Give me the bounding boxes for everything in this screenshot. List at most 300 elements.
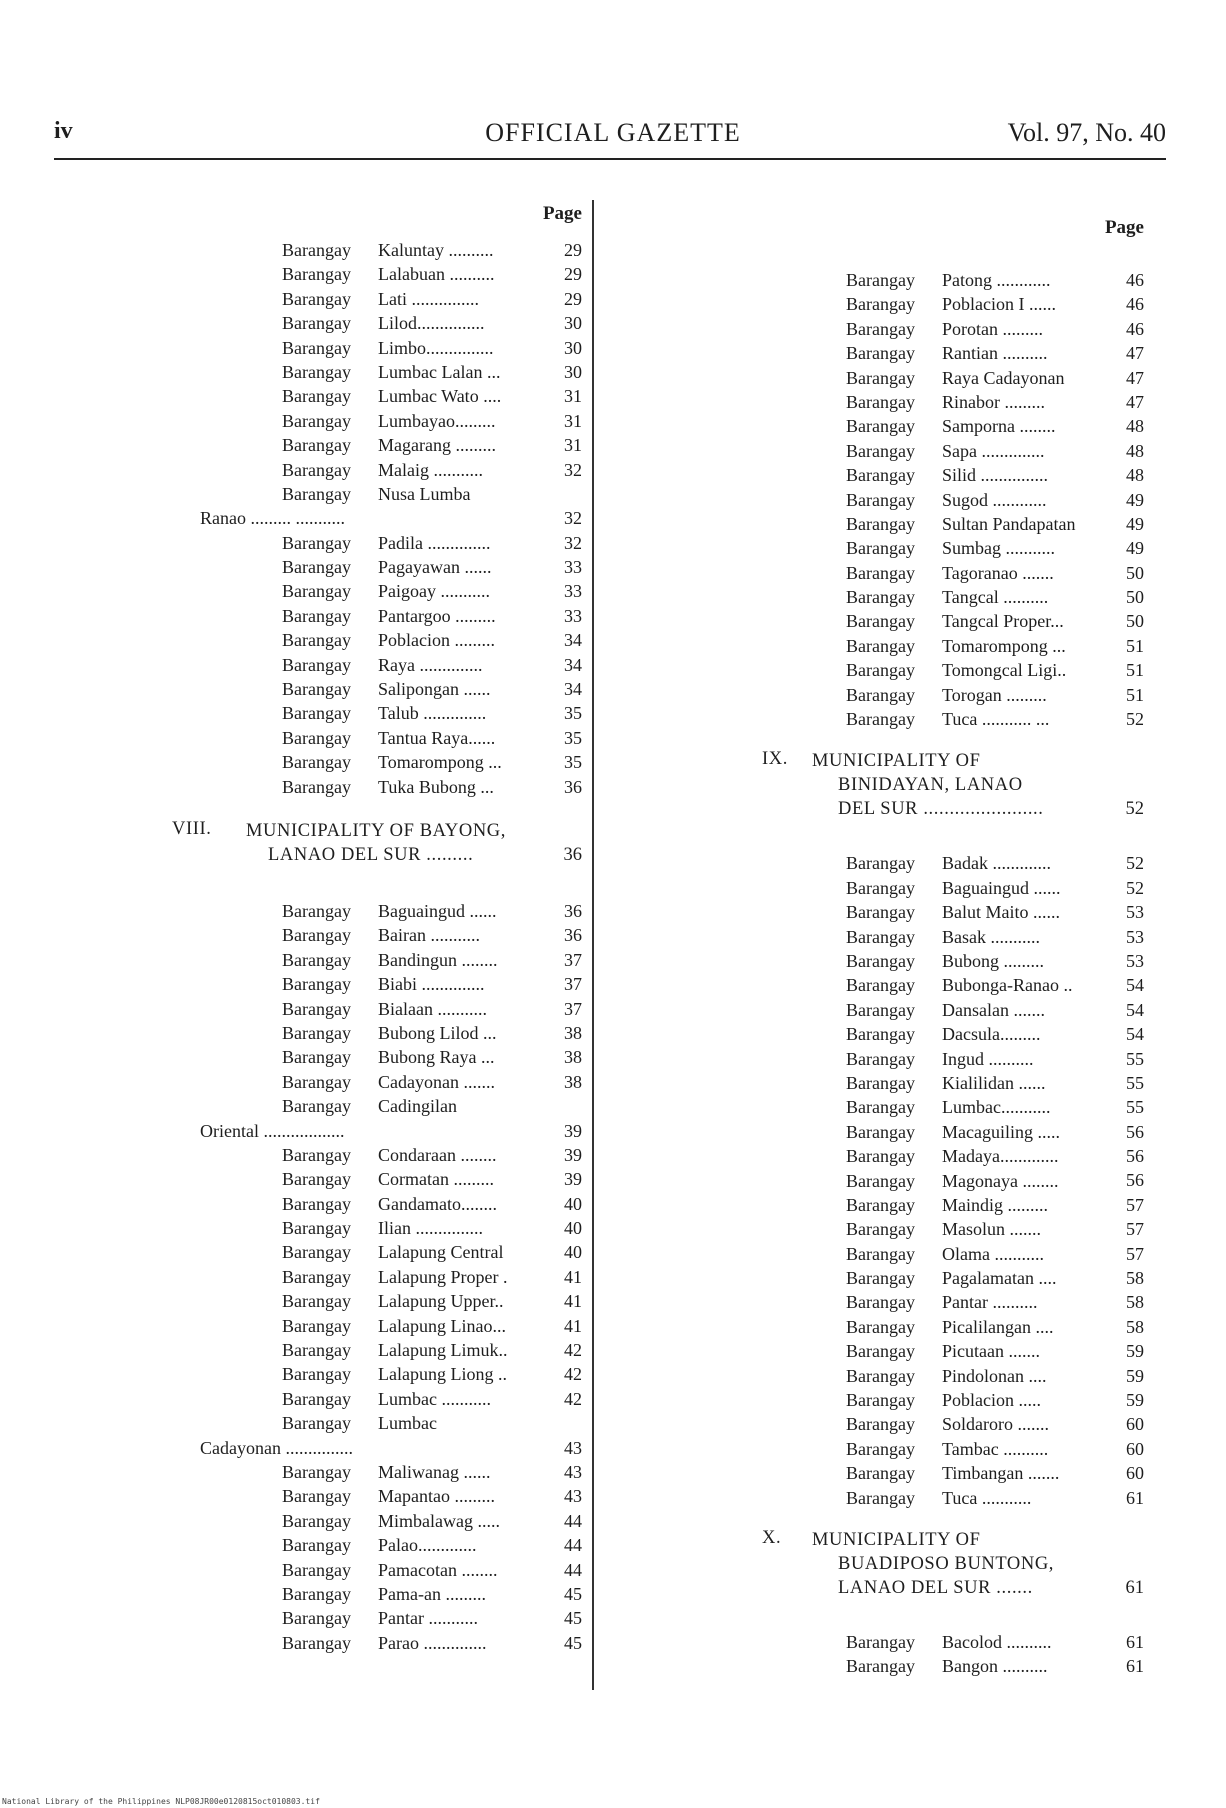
entry-page: 52 bbox=[1126, 709, 1144, 730]
toc-entry bbox=[172, 604, 590, 628]
entry-name: Bairan ........... bbox=[378, 925, 480, 946]
entry-name: Badak ............. bbox=[942, 853, 1051, 874]
entry-keyword: Barangay bbox=[846, 465, 915, 486]
toc-entry bbox=[762, 1095, 1152, 1119]
toc-entry bbox=[762, 463, 1152, 487]
entry-keyword: Barangay bbox=[846, 1463, 915, 1484]
toc-entry bbox=[762, 1047, 1152, 1071]
entry-keyword: Barangay bbox=[282, 605, 351, 626]
entry-page: 57 bbox=[1126, 1194, 1144, 1215]
entry-name: Lumbac ........... bbox=[378, 1388, 491, 1409]
entry-name: Tuka Bubong ... bbox=[378, 776, 494, 797]
entry-page: 51 bbox=[1126, 660, 1144, 681]
entry-page: 46 bbox=[1126, 318, 1144, 339]
toc-entry bbox=[762, 1364, 1152, 1388]
entry-keyword: Barangay bbox=[846, 343, 915, 364]
entry-keyword: Barangay bbox=[282, 998, 351, 1019]
toc-entry bbox=[172, 579, 590, 603]
entry-page: 34 bbox=[564, 679, 582, 700]
toc-entry bbox=[762, 949, 1152, 973]
page-column-label: Page bbox=[542, 203, 582, 224]
entry-name: Pindolonan .... bbox=[942, 1365, 1047, 1386]
entry-page: 35 bbox=[564, 727, 582, 748]
entry-page: 56 bbox=[1126, 1170, 1144, 1191]
entry-keyword: Barangay bbox=[846, 294, 915, 315]
entry-page: 58 bbox=[1126, 1268, 1144, 1289]
entry-keyword: Barangay bbox=[846, 1146, 915, 1167]
entry-page: 33 bbox=[564, 581, 582, 602]
entry-name: Raya .............. bbox=[378, 654, 483, 675]
entry-name: Tagoranao ....... bbox=[942, 562, 1054, 583]
entry-name: Tomarompong ... bbox=[942, 635, 1066, 656]
entry-page: 29 bbox=[564, 288, 582, 309]
entry-keyword: Barangay bbox=[282, 1315, 351, 1336]
toc-entry bbox=[172, 555, 590, 579]
toc-entry bbox=[762, 512, 1152, 536]
entry-keyword: Barangay bbox=[282, 1291, 351, 1312]
section-heading-ix bbox=[762, 749, 1152, 821]
entry-name: Ingud .......... bbox=[942, 1048, 1034, 1069]
entry-page: 33 bbox=[564, 557, 582, 578]
toc-entry bbox=[172, 287, 590, 311]
entry-keyword: Barangay bbox=[282, 1193, 351, 1214]
entry-page: 53 bbox=[1126, 950, 1144, 971]
entry-name: Masolun ....... bbox=[942, 1219, 1041, 1240]
entry-page: 60 bbox=[1126, 1463, 1144, 1484]
toc-entry bbox=[172, 458, 590, 482]
entry-name: Sultan Pandapatan bbox=[942, 513, 1076, 534]
entry-name: Kaluntay .......... bbox=[378, 240, 494, 260]
section-number: X. bbox=[762, 1527, 782, 1548]
toc-entry bbox=[762, 1022, 1152, 1046]
entry-page: 40 bbox=[564, 1242, 582, 1263]
entry-name: Tantua Raya...... bbox=[378, 727, 496, 748]
section-page: 52 bbox=[1125, 799, 1144, 820]
toc-entry bbox=[762, 1169, 1152, 1193]
entry-page: 32 bbox=[564, 532, 582, 553]
toc-entry bbox=[172, 1460, 590, 1484]
entry-keyword: Barangay bbox=[282, 752, 351, 773]
entry-page: 31 bbox=[564, 435, 582, 456]
entry-name: Magonaya ........ bbox=[942, 1170, 1059, 1191]
toc-entry bbox=[172, 1143, 590, 1167]
entry-page: 59 bbox=[1126, 1390, 1144, 1410]
toc-entry bbox=[762, 900, 1152, 924]
entry-page: 33 bbox=[564, 605, 582, 626]
entry-keyword: Barangay bbox=[846, 367, 915, 388]
entry-name: Macaguiling ..... bbox=[942, 1121, 1060, 1142]
toc-entry bbox=[762, 1461, 1152, 1485]
entry-page: 44 bbox=[564, 1510, 582, 1531]
entry-keyword: Barangay bbox=[846, 1097, 915, 1118]
toc-entry bbox=[172, 262, 590, 286]
toc-entry bbox=[172, 1631, 590, 1655]
entry-name: Sapa .............. bbox=[942, 440, 1045, 461]
toc-entry bbox=[172, 726, 590, 750]
entry-page: 58 bbox=[1126, 1316, 1144, 1337]
entry-page: 55 bbox=[1126, 1097, 1144, 1118]
entry-keyword: Barangay bbox=[282, 1022, 351, 1043]
toc-entry bbox=[762, 1266, 1152, 1290]
section-title-line: BINIDAYAN, LANAO bbox=[838, 775, 1023, 796]
entry-name: Tangcal Proper... bbox=[942, 611, 1064, 632]
entry-name: Baguaingud ...... bbox=[942, 877, 1061, 898]
toc-entry bbox=[172, 1289, 590, 1313]
entry-name: Picutaan ....... bbox=[942, 1341, 1040, 1362]
entry-page: 54 bbox=[1126, 999, 1144, 1020]
entry-name: Basak ........... bbox=[942, 926, 1040, 947]
entry-name: Soldaroro ....... bbox=[942, 1414, 1049, 1435]
entry-page: 50 bbox=[1126, 611, 1144, 632]
toc-entry bbox=[762, 1339, 1152, 1363]
entry-keyword: Barangay bbox=[282, 1266, 351, 1287]
entry-keyword: Barangay bbox=[282, 776, 351, 797]
toc-entry bbox=[762, 658, 1152, 682]
entry-page: 37 bbox=[564, 974, 582, 995]
entry-name-continued: Oriental .................. bbox=[200, 1120, 345, 1141]
page-number: iv bbox=[54, 118, 73, 144]
entry-page: 29 bbox=[564, 264, 582, 285]
entry-name: Kialilidan ...... bbox=[942, 1072, 1046, 1093]
entry-keyword: Barangay bbox=[846, 999, 915, 1020]
toc-entry bbox=[762, 341, 1152, 365]
entry-page: 43 bbox=[564, 1486, 582, 1507]
entry-keyword: Barangay bbox=[282, 1559, 351, 1580]
entry-name: Tomarompong ... bbox=[378, 752, 502, 773]
entry-keyword: Barangay bbox=[846, 635, 915, 656]
entry-name: Pantargoo ......... bbox=[378, 605, 496, 626]
toc-entry bbox=[172, 409, 590, 433]
entry-page: 36 bbox=[564, 776, 582, 797]
entry-keyword: Barangay bbox=[846, 587, 915, 608]
toc-entry bbox=[762, 973, 1152, 997]
entry-page: 61 bbox=[1126, 1631, 1144, 1652]
entry-page: 61 bbox=[1126, 1487, 1144, 1508]
entry-keyword: Barangay bbox=[282, 483, 351, 504]
entry-keyword: Barangay bbox=[846, 950, 915, 971]
entry-keyword: Barangay bbox=[282, 1632, 351, 1653]
entry-page: 55 bbox=[1126, 1072, 1144, 1093]
toc-entry bbox=[172, 899, 590, 923]
entry-name: Cormatan ......... bbox=[378, 1169, 494, 1190]
toc-entry bbox=[172, 677, 590, 701]
entry-name: Cadingilan bbox=[378, 1096, 457, 1117]
entry-name: Pama-an ......... bbox=[378, 1583, 486, 1604]
toc-entry bbox=[172, 923, 590, 947]
toc-entry bbox=[172, 1509, 590, 1533]
entry-page: 34 bbox=[564, 630, 582, 651]
right-column bbox=[762, 200, 1152, 1679]
entry-page: 42 bbox=[564, 1364, 582, 1385]
toc-entry bbox=[172, 311, 590, 335]
toc-entry bbox=[172, 1094, 590, 1143]
toc-entry bbox=[172, 238, 590, 262]
entry-keyword: Barangay bbox=[846, 1243, 915, 1264]
entry-keyword: Barangay bbox=[846, 391, 915, 412]
entry-keyword: Barangay bbox=[846, 489, 915, 510]
entry-page: 46 bbox=[1126, 294, 1144, 315]
entry-name: Pantar .......... bbox=[942, 1292, 1038, 1313]
section-heading-viii bbox=[172, 819, 590, 867]
entry-keyword: Barangay bbox=[846, 1292, 915, 1313]
toc-entry bbox=[172, 1582, 590, 1606]
entry-page: 44 bbox=[564, 1535, 582, 1556]
entry-keyword: Barangay bbox=[282, 1583, 351, 1604]
entry-keyword: Barangay bbox=[846, 1170, 915, 1191]
entry-page: 48 bbox=[1126, 465, 1144, 486]
entry-keyword: Barangay bbox=[282, 630, 351, 651]
entry-page: 30 bbox=[564, 337, 582, 358]
entry-keyword: Barangay bbox=[282, 1413, 351, 1434]
entry-page: 45 bbox=[564, 1583, 582, 1604]
entry-keyword: Barangay bbox=[282, 1510, 351, 1531]
entry-page: 52 bbox=[1126, 853, 1144, 874]
entry-keyword: Barangay bbox=[846, 709, 915, 730]
entry-name-continued: Ranao ......... ........... bbox=[200, 508, 345, 529]
toc-list bbox=[762, 268, 1152, 731]
entry-name: Lumbac........... bbox=[942, 1097, 1051, 1118]
entry-page: 39 bbox=[564, 1144, 582, 1165]
toc-entry bbox=[172, 1387, 590, 1411]
entry-keyword: Barangay bbox=[282, 1096, 351, 1117]
toc-entry bbox=[172, 336, 590, 360]
entry-name: Tangcal .......... bbox=[942, 587, 1049, 608]
entry-keyword: Barangay bbox=[846, 440, 915, 461]
entry-name: Bubonga-Ranao .. bbox=[942, 975, 1073, 996]
section-number: IX. bbox=[762, 749, 788, 770]
entry-name: Mapantao ......... bbox=[378, 1486, 495, 1507]
entry-page: 51 bbox=[1126, 684, 1144, 705]
entry-keyword: Barangay bbox=[282, 1144, 351, 1165]
toc-entry bbox=[172, 1167, 590, 1191]
entry-page: 36 bbox=[564, 925, 582, 946]
entry-keyword: Barangay bbox=[846, 1656, 915, 1677]
entry-name: Lalapung Liong .. bbox=[378, 1364, 507, 1385]
toc-entry bbox=[762, 634, 1152, 658]
entry-keyword: Barangay bbox=[282, 1388, 351, 1409]
entry-page: 48 bbox=[1126, 416, 1144, 437]
entry-page: 37 bbox=[564, 949, 582, 970]
entry-keyword: Barangay bbox=[282, 337, 351, 358]
toc-entry bbox=[762, 683, 1152, 707]
entry-page: 55 bbox=[1126, 1048, 1144, 1069]
toc-entry bbox=[762, 292, 1152, 316]
entry-name: Picalilangan .... bbox=[942, 1316, 1054, 1337]
entry-keyword: Barangay bbox=[846, 513, 915, 534]
toc-entry bbox=[762, 585, 1152, 609]
entry-name: Gandamato........ bbox=[378, 1193, 497, 1214]
toc-entry bbox=[762, 536, 1152, 560]
toc-entry bbox=[762, 1654, 1152, 1678]
volume-issue: Vol. 97, No. 40 bbox=[1007, 118, 1166, 147]
entry-page: 52 bbox=[1126, 877, 1144, 898]
section-title-line: LANAO DEL SUR ......... bbox=[268, 845, 474, 865]
entry-keyword: Barangay bbox=[282, 410, 351, 431]
entry-page: 32 bbox=[564, 459, 582, 480]
toc-entry bbox=[762, 998, 1152, 1022]
entry-name: Porotan ......... bbox=[942, 318, 1043, 339]
toc-entry bbox=[172, 628, 590, 652]
entry-name: Lati ............... bbox=[378, 288, 479, 309]
entry-page: 47 bbox=[1126, 391, 1144, 412]
toc-entry bbox=[172, 482, 590, 531]
entry-name: Olama ........... bbox=[942, 1243, 1044, 1264]
entry-page: 29 bbox=[564, 239, 582, 260]
entry-keyword: Barangay bbox=[846, 902, 915, 923]
entry-name: Tomongcal Ligi.. bbox=[942, 660, 1067, 681]
entry-page: 49 bbox=[1126, 513, 1144, 534]
entry-keyword: Barangay bbox=[282, 1169, 351, 1190]
entry-page: 42 bbox=[564, 1340, 582, 1361]
publication-title: OFFICIAL GAZETTE bbox=[485, 118, 741, 147]
toc-entry bbox=[172, 1338, 590, 1362]
entry-page: 31 bbox=[564, 410, 582, 431]
entry-name: Parao .............. bbox=[378, 1632, 487, 1653]
entry-keyword: Barangay bbox=[282, 1242, 351, 1263]
section-title-line: MUNICIPALITY OF bbox=[812, 1529, 981, 1550]
entry-keyword: Barangay bbox=[846, 660, 915, 681]
entry-page: 49 bbox=[1126, 538, 1144, 559]
entry-keyword: Barangay bbox=[846, 684, 915, 705]
entry-name: Maliwanag ...... bbox=[378, 1462, 491, 1483]
entry-name: Tambac .......... bbox=[942, 1438, 1049, 1459]
entry-name: Cadayonan ....... bbox=[378, 1071, 495, 1092]
entry-page: 57 bbox=[1126, 1219, 1144, 1240]
entry-keyword: Barangay bbox=[846, 416, 915, 437]
toc-entry bbox=[762, 1290, 1152, 1314]
entry-name: Dansalan ....... bbox=[942, 999, 1045, 1020]
entry-name: Sumbag ........... bbox=[942, 538, 1056, 559]
toc-entry bbox=[762, 1412, 1152, 1436]
toc-entry bbox=[762, 268, 1152, 292]
entry-keyword: Barangay bbox=[846, 1341, 915, 1362]
entry-keyword: Barangay bbox=[846, 1072, 915, 1093]
entry-name: Madaya............. bbox=[942, 1146, 1059, 1167]
entry-keyword: Barangay bbox=[282, 703, 351, 724]
toc-entry bbox=[172, 750, 590, 774]
entry-name: Bandingun ........ bbox=[378, 949, 498, 970]
entry-name: Bacolod .......... bbox=[942, 1631, 1052, 1652]
entry-page: 41 bbox=[564, 1315, 582, 1336]
entry-name: Nusa Lumba bbox=[378, 483, 471, 504]
entry-page: 45 bbox=[564, 1608, 582, 1629]
entry-name: Bubong Raya ... bbox=[378, 1047, 495, 1068]
entry-page: 39 bbox=[564, 1169, 582, 1190]
entry-page: 58 bbox=[1126, 1292, 1144, 1313]
entry-page: 43 bbox=[564, 1437, 582, 1458]
entry-keyword: Barangay bbox=[846, 1316, 915, 1337]
entry-name: Balut Maito ...... bbox=[942, 902, 1060, 923]
entry-page: 54 bbox=[1126, 975, 1144, 996]
entry-keyword: Barangay bbox=[282, 532, 351, 553]
entry-keyword: Barangay bbox=[282, 679, 351, 700]
column-divider bbox=[592, 200, 594, 1690]
entry-name: Lumbac Lalan ... bbox=[378, 361, 501, 382]
toc-entry bbox=[172, 1216, 590, 1240]
entry-keyword: Barangay bbox=[282, 901, 351, 921]
section-page: 61 bbox=[1125, 1577, 1144, 1598]
entry-name: Biabi .............. bbox=[378, 974, 485, 995]
toc-entry bbox=[762, 1630, 1152, 1654]
toc-list bbox=[762, 851, 1152, 1510]
toc-entry bbox=[172, 1265, 590, 1289]
toc-entry bbox=[172, 384, 590, 408]
entry-page: 32 bbox=[564, 508, 582, 529]
entry-page: 48 bbox=[1126, 440, 1144, 461]
toc-entry bbox=[762, 1486, 1152, 1510]
header-rule bbox=[54, 158, 1166, 160]
entry-page: 40 bbox=[564, 1218, 582, 1239]
entry-name: Poblacion I ...... bbox=[942, 294, 1056, 315]
toc-entry bbox=[762, 1242, 1152, 1266]
entry-page: 60 bbox=[1126, 1414, 1144, 1435]
section-heading-x bbox=[762, 1528, 1152, 1600]
entry-keyword: Barangay bbox=[846, 853, 915, 874]
toc-entry bbox=[172, 775, 590, 799]
entry-page: 30 bbox=[564, 361, 582, 382]
entry-page: 36 bbox=[564, 900, 582, 921]
entry-keyword: Barangay bbox=[282, 1462, 351, 1483]
entry-keyword: Barangay bbox=[282, 949, 351, 970]
entry-keyword: Barangay bbox=[846, 1631, 915, 1652]
page-column-label: Page bbox=[1104, 217, 1144, 238]
entry-keyword: Barangay bbox=[846, 538, 915, 559]
entry-name: Raya Cadayonan bbox=[942, 367, 1065, 388]
toc-list bbox=[172, 899, 590, 1655]
entry-keyword: Barangay bbox=[846, 562, 915, 583]
toc-entry bbox=[762, 1071, 1152, 1095]
entry-keyword: Barangay bbox=[282, 1364, 351, 1385]
toc-entry bbox=[172, 1240, 590, 1264]
toc-entry bbox=[762, 390, 1152, 414]
entry-keyword: Barangay bbox=[846, 1121, 915, 1142]
section-title-line: MUNICIPALITY OF BAYONG, bbox=[246, 821, 506, 841]
toc-entry bbox=[762, 366, 1152, 390]
entry-keyword: Barangay bbox=[846, 1487, 915, 1508]
toc-list bbox=[172, 238, 590, 799]
toc-entry bbox=[762, 1217, 1152, 1241]
toc-entry bbox=[172, 1484, 590, 1508]
entry-keyword: Barangay bbox=[846, 1048, 915, 1069]
entry-keyword: Barangay bbox=[282, 313, 351, 334]
entry-keyword: Barangay bbox=[282, 386, 351, 407]
entry-keyword: Barangay bbox=[846, 1365, 915, 1386]
toc-entry bbox=[172, 1314, 590, 1338]
entry-keyword: Barangay bbox=[282, 1047, 351, 1068]
entry-name: Lilod............... bbox=[378, 313, 485, 334]
entry-name: Lumbac Wato .... bbox=[378, 386, 502, 407]
toc-entry bbox=[762, 561, 1152, 585]
toc-entry bbox=[762, 876, 1152, 900]
entry-page: 47 bbox=[1126, 343, 1144, 364]
entry-keyword: Barangay bbox=[846, 877, 915, 898]
entry-name: Condaraan ........ bbox=[378, 1144, 497, 1165]
entry-name: Lalapung Linao... bbox=[378, 1315, 506, 1336]
entry-name: Lalapung Central bbox=[378, 1242, 504, 1263]
entry-name: Lumbayao......... bbox=[378, 410, 496, 431]
entry-name: Ilian ............... bbox=[378, 1218, 483, 1239]
entry-page: 57 bbox=[1126, 1243, 1144, 1264]
entry-page: 46 bbox=[1126, 269, 1144, 290]
toc-entry bbox=[762, 1193, 1152, 1217]
entry-name: Silid ............... bbox=[942, 465, 1049, 486]
entry-keyword: Barangay bbox=[282, 459, 351, 480]
entry-page: 41 bbox=[564, 1266, 582, 1287]
entry-keyword: Barangay bbox=[282, 1608, 351, 1629]
entry-name: Palao............. bbox=[378, 1535, 477, 1556]
entry-keyword: Barangay bbox=[282, 1535, 351, 1556]
entry-page: 44 bbox=[564, 1559, 582, 1580]
